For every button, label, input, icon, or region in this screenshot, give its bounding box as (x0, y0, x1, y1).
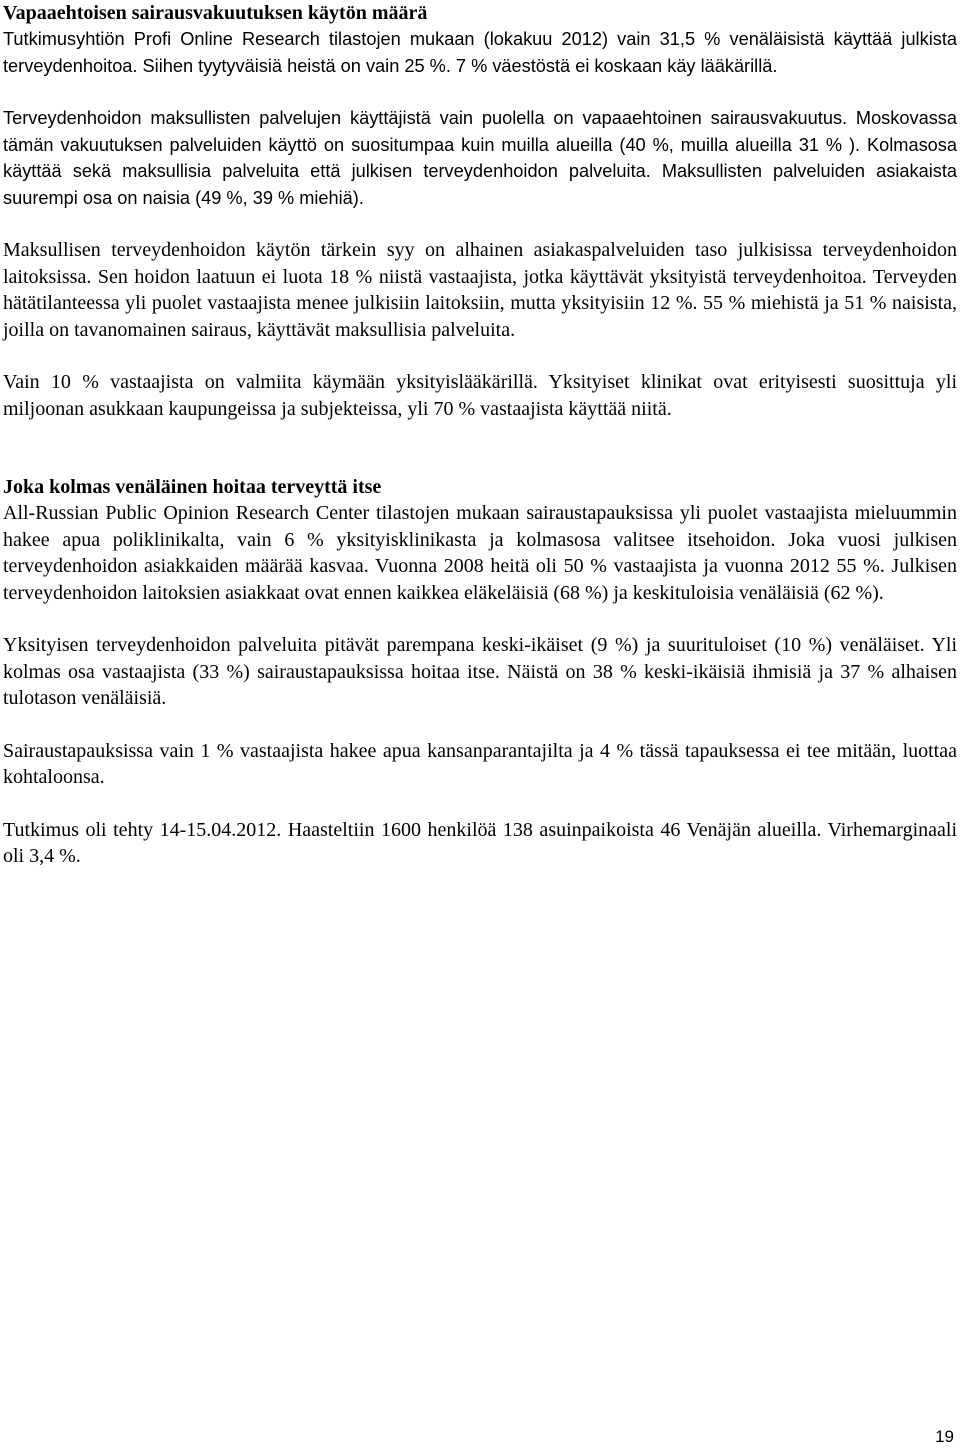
section-heading-insurance: Vapaaehtoisen sairausvakuutuksen käytön määrä (3, 2, 428, 24)
section-heading-self-care: Joka kolmas venäläinen hoitaa terveyttä itse (3, 476, 382, 498)
spacer (3, 791, 957, 817)
paragraph-paid-care-reasons: Maksullisen terveydenhoidon käytön tärkein syy on alhainen asiakaspalveluiden taso julkisissa terveydenhoidon laitoksissa. Sen hoidon laatuun ei luota 18 % niistä vastaajista, jotka käyttävät yksityistä terveydenhoitoa. Terveyden hätätilanteessa yli puolet vastaajista menee julkisiin laitoksiin, mutta yksityisiin 12 %. 55 % miehistä ja 51 % naisista, joilla on tavanomainen sairaus, käyttävät maksullisia palveluita. (3, 239, 957, 341)
paragraph-folk-healers: Sairaustapauksissa vain 1 % vastaajista hakee apua kansanparantajilta ja 4 % tässä tapauksessa ei tee mitään, luottaa kohtaloonsa. (3, 739, 957, 788)
paragraph-insurance-intro: Tutkimusyhtiön Profi Online Research tilastojen mukaan (lokakuu 2012) vain 31,5 % venäläisistä käyttää julkista terveydenhoitoa. Siihen tyytyväisiä heistä on vain 25 %. 7 % väestöstä ei koskaan käy lääkärillä. (3, 29, 957, 76)
spacer (3, 211, 957, 237)
paragraph-insurance-usage-part1: Terveydenhoidon maksullisten palvelujen käyttäjistä vain puolella on vapaaehtoinen sairausvakuutus. Moskovassa tämän vakuutuksen palveluiden käyttö on suositumpaa kuin muilla alueilla (40 %, muilla alueilla 31 % ). (3, 108, 957, 155)
page-number: 19 (935, 1427, 954, 1446)
paragraph-private-preference: Yksityisen terveydenhoidon palveluita pitävät parempana keski-ikäiset (9 %) ja suurituloiset (10 %) venäläiset. Yli kolmas osa vastaajista (33 %) sairaustapauksissa hoitaa itse. Näistä on 38 % keski-ikäisiä ihmisiä ja 37 % alhaisen tulotason venäläisiä. (3, 634, 957, 709)
spacer (3, 79, 957, 105)
spacer (3, 712, 957, 738)
paragraph-private-doctors: Vain 10 % vastaajista on valmiita käymään yksityislääkärillä. Yksityiset klinikat ovat erityisesti suosittuja yli miljoonan asukkaan kaupungeissa ja subjekteissa, yli 70 % vastaajista käyttää niitä. (3, 371, 957, 420)
paragraph-insurance-usage-part2: Kolmasosa käyttää sekä maksullisia palveluita että julkisen terveydenhoidon palveluita. Maksullisten palveluiden asiakaista suurempi osa on naisia (49 %, 39 % miehiä). (3, 134, 957, 208)
paragraph-study-info: Tutkimus oli tehty 14-15.04.2012. Haasteltiin 1600 henkilöä 138 asuinpaikoista 46 Venäjän alueilla. Virhemarginaali oli 3,4 %. (3, 818, 957, 867)
paragraph-self-care-stats: All-Russian Public Opinion Research Center tilastojen mukaan sairaustapauksissa yli puolet vastaajista mieluummin hakee apua poliklinikalta, vain 6 % yksityisklinikasta ja kolmasosa valitsee itsehoidon. Joka vuosi julkisen terveydenhoidon asiakkaiden määrää kasvaa. Vuonna 2008 heitä oli 50 % vastaajista ja vuonna 2012 55 %. Julkisen terveydenhoidon laitoksien asiakkaat ovat ennen kaikkea eläkeläisiä (68 %) ja keskituloisia venäläisiä (62 %). (3, 502, 957, 604)
spacer (3, 343, 957, 369)
paragraph-insurance-usage (3, 105, 957, 211)
spacer (3, 422, 957, 474)
spacer (3, 606, 957, 632)
document-page (3, 0, 957, 870)
